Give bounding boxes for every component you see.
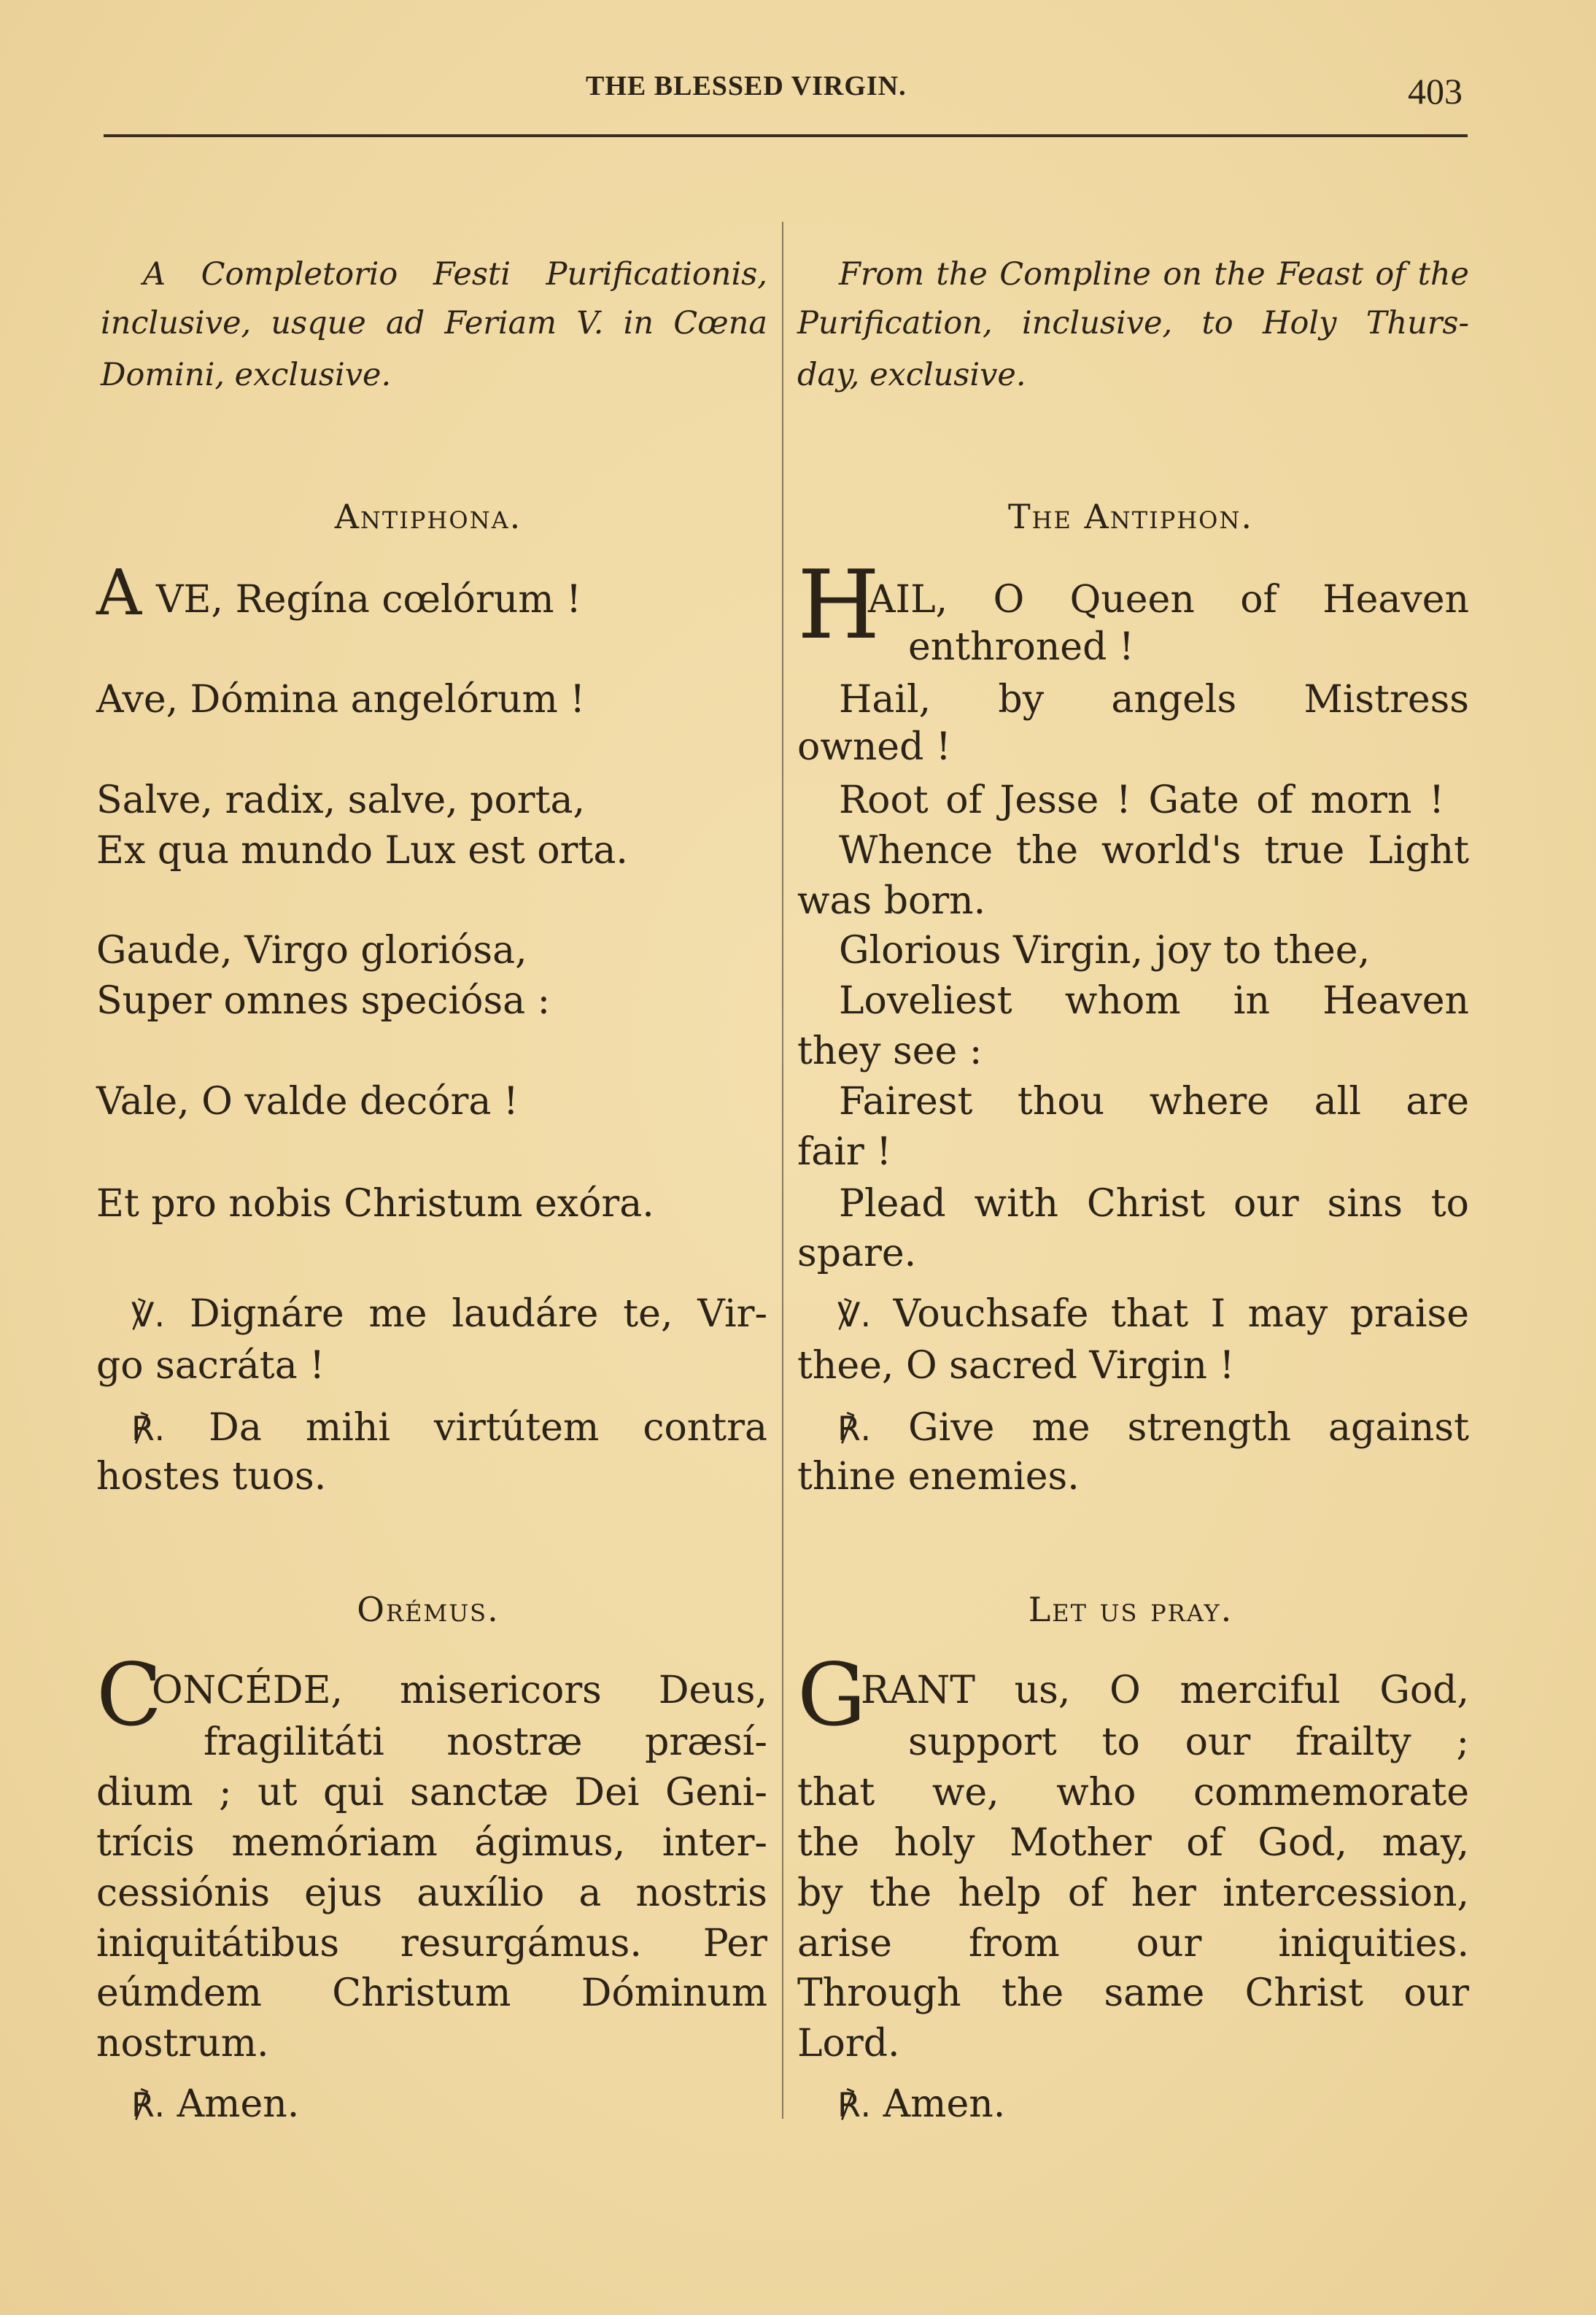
prayer-line: Through the same Christ our (797, 1971, 1469, 2015)
verse-line: Root of Jesse ! Gate of morn ! (839, 778, 1444, 822)
prayer-line: fragilitáti nostræ præsí- (204, 1720, 767, 1764)
verse-line: Hail, by angels Mistress (839, 678, 1469, 722)
response-symbol: ℟. (131, 1409, 166, 1448)
verse-line: Ex qua mundo Lux est orta. (96, 829, 628, 873)
prayer-line: nostrum. (96, 2022, 269, 2065)
versicle-line: thee, O sacred Virgin ! (797, 1344, 1235, 1388)
verse-line: Gaude, Virgo gloriósa, (96, 929, 527, 973)
prayer-line: Lord. (797, 2022, 900, 2065)
drop-cap: C (96, 1645, 163, 1745)
prayer-line: eúmdem Christum Dóminum (96, 1971, 767, 2015)
versicle-symbol: ℣. (131, 1295, 166, 1334)
versicle-line (131, 1288, 767, 1340)
response-line: hostes tuos. (96, 1455, 327, 1499)
right-intro-line: day, exclusive. (797, 357, 1026, 393)
prayer-line: the holy Mother of God, may, (797, 1821, 1469, 1865)
verse-line: Plead with Christ our sins to (839, 1182, 1469, 1226)
left-intro-line: inclusive, usque ad Feriam V. in Cœna (101, 305, 767, 341)
response-symbol: ℟. (131, 2085, 166, 2125)
versicle-line (837, 1288, 1469, 1340)
drop-cap: H (797, 549, 880, 660)
amen-line (131, 2078, 299, 2131)
drop-cap: G (797, 1645, 867, 1745)
response-text: Give me strength against (908, 1406, 1469, 1450)
prayer-line: that we, who commemorate (797, 1771, 1469, 1814)
verse-line: Whence the world's true Light (839, 829, 1469, 873)
drop-cap: A (96, 557, 142, 630)
verse-line: Fairest thou where all are (839, 1080, 1469, 1124)
response-line (837, 1402, 1469, 1454)
column-divider (782, 222, 783, 2119)
prayer-line: ONCÉDE, misericors Deus, (152, 1669, 767, 1712)
amen-text: Amen. (883, 2082, 1006, 2126)
prayer-line: RANT us, O merciful God, (861, 1669, 1469, 1712)
right-intro-line: From the Compline on the Feast of the (839, 256, 1469, 293)
prayer-line: iniquitátibus resurgámus. Per (96, 1922, 767, 1966)
verse-line: fair ! (797, 1130, 892, 1174)
amen-text: Amen. (177, 2082, 300, 2126)
verse-line: AIL, O Queen of Heaven (868, 578, 1469, 622)
verse-line: Salve, radix, salve, porta, (96, 778, 586, 822)
right-heading-let-us-pray: Let us pray. (1028, 1590, 1233, 1629)
verse-line: Glorious Virgin, joy to thee, (839, 929, 1371, 973)
response-symbol: ℟. (837, 2085, 872, 2125)
prayer-line: support to our frailty ; (908, 1720, 1469, 1764)
response-line (131, 1402, 767, 1454)
right-heading-antiphon: The Antiphon. (1007, 497, 1254, 536)
versicle-text: Dignáre me laudáre te, Vir- (189, 1292, 768, 1336)
running-title: THE BLESSED VIRGIN. (586, 71, 907, 101)
prayer-line: arise from our iniquities. (797, 1922, 1469, 1966)
prayer-line: cessiónis ejus auxílio a nostris (96, 1871, 767, 1915)
verse-line: Et pro nobis Christum exóra. (96, 1182, 654, 1226)
left-heading-oremus: Orémus. (357, 1590, 500, 1629)
versicle-text: Vouchsafe that I may praise (893, 1292, 1469, 1336)
response-text: Da mihi virtútem contra (209, 1406, 767, 1450)
prayer-line: by the help of her intercession, (797, 1871, 1469, 1915)
left-heading-antiphona: Antiphona. (334, 497, 522, 536)
verse-line: spare. (797, 1232, 917, 1275)
verse-line: owned ! (797, 725, 951, 769)
left-intro-line: Domini, exclusive. (101, 357, 392, 393)
response-line: thine enemies. (797, 1455, 1080, 1499)
verse-line: they see : (797, 1029, 983, 1073)
verse-line: Vale, O valde decóra ! (96, 1080, 519, 1124)
prayer-line: dium ; ut qui sanctæ Dei Geni- (96, 1771, 767, 1814)
page-number: 403 (1408, 71, 1463, 112)
verse-line: Loveliest whom in Heaven (839, 979, 1469, 1023)
versicle-line: go sacráta ! (96, 1344, 325, 1388)
header-rule (104, 134, 1468, 137)
versicle-symbol: ℣. (837, 1295, 872, 1334)
verse-line: VE, Regína cœlórum ! (156, 578, 581, 622)
verse-line: Ave, Dómina angelórum ! (96, 678, 586, 722)
prayer-line: trícis memóriam ágimus, inter- (96, 1821, 767, 1865)
right-intro-line: Purification, inclusive, to Holy Thurs- (797, 305, 1469, 341)
amen-line (837, 2078, 1005, 2131)
verse-line: was born. (797, 879, 986, 923)
response-symbol: ℟. (837, 1409, 872, 1448)
verse-line: enthroned ! (908, 625, 1134, 669)
verse-line: Super omnes speciósa : (96, 979, 551, 1023)
left-intro-line: A Completorio Festi Purificationis, (143, 256, 767, 293)
